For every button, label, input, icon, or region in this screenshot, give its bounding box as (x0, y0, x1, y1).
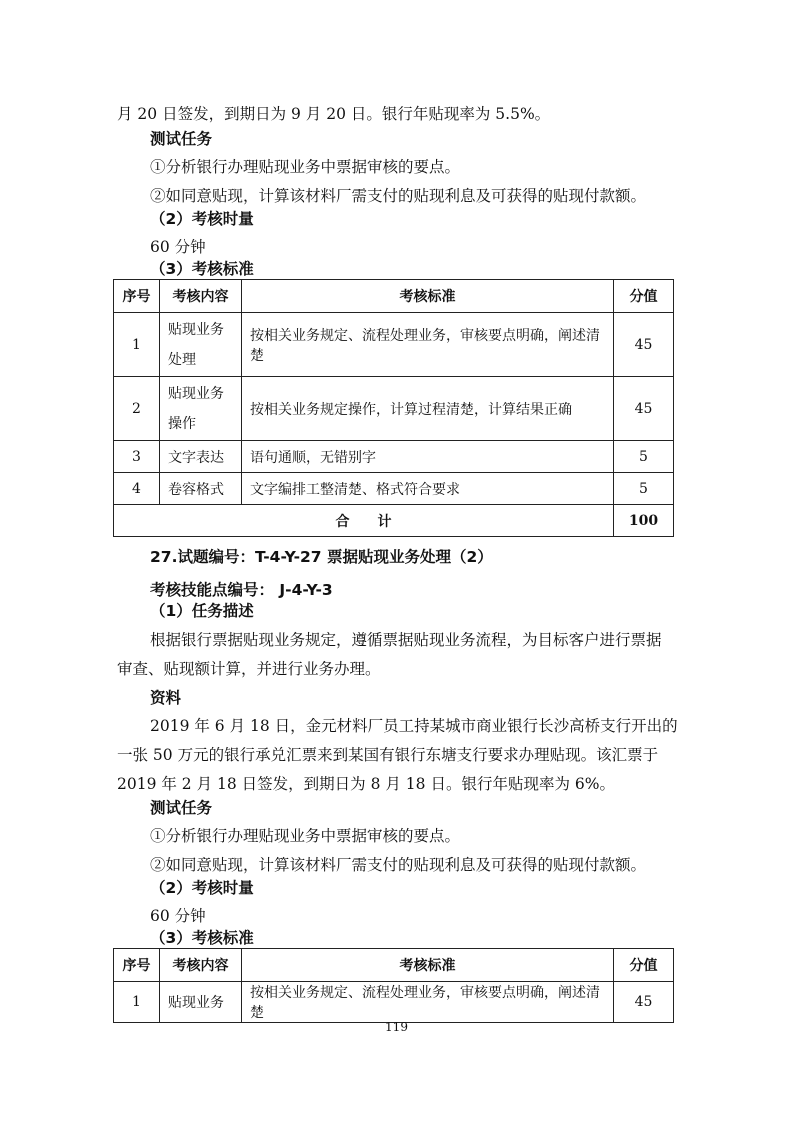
skill-code: 考核技能点编号： J-4-Y-3 (150, 581, 333, 599)
cell-content (160, 377, 242, 441)
page-number: 119 (385, 1020, 408, 1034)
cell-standard: 按相关业务规定操作，计算过程清楚，计算结果正确 (242, 377, 614, 441)
cell-standard: 文字编排工整清楚、格式符合要求 (242, 473, 614, 505)
cell-standard: 按相关业务规定、流程处理业务，审核要点明确，阐述清楚 (242, 313, 614, 377)
time-value: 60 分钟 (150, 907, 206, 925)
header-no: 序号 (114, 949, 160, 982)
cell-score: 45 (614, 982, 674, 1023)
paragraph-line: 根据银行票据贴现业务规定，遵循票据贴现业务流程，为目标客户进行票据 (150, 631, 662, 649)
table-row (114, 313, 674, 377)
cell-content: 贴现业务 (160, 982, 242, 1023)
section-heading-standard: （3）考核标准 (150, 929, 254, 947)
assessment-table (113, 948, 674, 1023)
table-header-row (114, 280, 674, 313)
cell-no: 4 (114, 473, 160, 505)
paragraph-line: 一张 50 万元的银行承兑汇票来到某国有银行东塘支行要求办理贴现。该汇票于 (117, 746, 659, 764)
time-value: 60 分钟 (150, 238, 206, 256)
cell-content (160, 313, 242, 377)
task-item-1: ①分析银行办理贴现业务中票据审核的要点。 (150, 827, 461, 845)
header-score: 分值 (614, 280, 674, 313)
cell-content-line: 处理 (168, 351, 196, 368)
section-heading-test-task: 测试任务 (150, 130, 213, 148)
task-item-1: ①分析银行办理贴现业务中票据审核的要点。 (150, 158, 461, 176)
table-row (114, 377, 674, 441)
header-content: 考核内容 (160, 949, 242, 982)
header-no: 序号 (114, 280, 160, 313)
cell-content: 文字表达 (160, 441, 242, 473)
total-value: 100 (614, 505, 674, 537)
header-content: 考核内容 (160, 280, 242, 313)
cell-no: 2 (114, 377, 160, 441)
task-item-2: ②如同意贴现，计算该材料厂需支付的贴现利息及可获得的贴现付款额。 (150, 187, 647, 205)
header-score: 分值 (614, 949, 674, 982)
cell-standard: 按相关业务规定、流程处理业务，审核要点明确，阐述清楚 (242, 982, 614, 1023)
cell-score: 5 (614, 473, 674, 505)
section-heading-standard: （3）考核标准 (150, 260, 254, 278)
cell-score: 45 (614, 377, 674, 441)
cell-content-line: 贴现业务 (168, 385, 224, 402)
paragraph-line: 2019 年 2 月 18 日签发，到期日为 8 月 18 日。银行年贴现率为 6%。 (117, 775, 615, 793)
section-heading-material: 资料 (150, 689, 182, 707)
question-title: 27.试题编号：T-4-Y-27 票据贴现业务处理（2） (150, 548, 493, 566)
cell-score: 5 (614, 441, 674, 473)
header-standard: 考核标准 (242, 280, 614, 313)
cell-score: 45 (614, 313, 674, 377)
table-row (114, 473, 674, 505)
total-label: 合 计 (114, 505, 614, 537)
paragraph-line: 2019 年 6 月 18 日，金元材料厂员工持某城市商业银行长沙高桥支行开出的 (150, 717, 678, 735)
cell-no: 1 (114, 982, 160, 1023)
table-row (114, 441, 674, 473)
task-item-2: ②如同意贴现，计算该材料厂需支付的贴现利息及可获得的贴现付款额。 (150, 856, 647, 874)
section-heading-test-task: 测试任务 (150, 799, 213, 817)
header-standard: 考核标准 (242, 949, 614, 982)
table-row (114, 982, 674, 1023)
section-heading-time: （2）考核时量 (150, 210, 254, 228)
paragraph-line: 审查、贴现额计算，并进行业务办理。 (117, 660, 381, 678)
cell-standard: 语句通顺，无错别字 (242, 441, 614, 473)
section-heading-time: （2）考核时量 (150, 879, 254, 897)
cell-no: 3 (114, 441, 160, 473)
cell-content-line: 贴现业务 (168, 321, 224, 338)
cell-content-line: 操作 (168, 415, 196, 432)
assessment-table (113, 279, 674, 537)
cell-no: 1 (114, 313, 160, 377)
section-heading-task-desc: （1）任务描述 (150, 602, 254, 620)
table-header-row (114, 949, 674, 982)
cell-content: 卷容格式 (160, 473, 242, 505)
paragraph-line: 月 20 日签发，到期日为 9 月 20 日。银行年贴现率为 5.5%。 (117, 105, 551, 123)
table-total-row (114, 505, 674, 537)
